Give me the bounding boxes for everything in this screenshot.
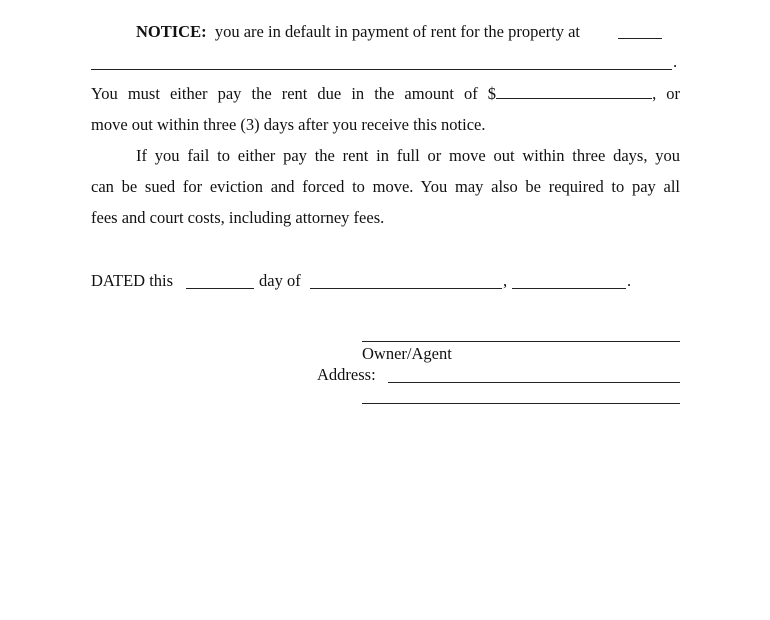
warning-line-1: If you fail to either pay the rent in full or move out within three days, you	[136, 146, 680, 165]
warning-line-3: fees and court costs, including attorney fees.	[91, 208, 385, 227]
dated-year-blank[interactable]	[512, 288, 626, 289]
dated-day-blank[interactable]	[186, 288, 254, 289]
dated-period: .	[627, 271, 632, 290]
dated-prefix: DATED this	[91, 271, 174, 290]
move-out-line: move out within three (3) days after you receive this notice.	[91, 115, 486, 134]
notice-label: NOTICE:	[136, 22, 207, 41]
property-line-period: .	[673, 52, 678, 71]
notice-line	[136, 22, 580, 42]
property-address-blank-1[interactable]	[618, 38, 662, 39]
warning-line-2: can be sued for eviction and forced to move. You may also be required to pay all	[91, 177, 680, 196]
rent-amount-blank[interactable]	[496, 84, 652, 99]
dated-day-of: day of	[259, 271, 301, 290]
address-label: Address:	[317, 365, 376, 384]
payment-line	[91, 84, 680, 104]
signature-line[interactable]	[362, 341, 680, 342]
payment-line-end: , or	[652, 84, 680, 103]
dated-month-blank[interactable]	[310, 288, 502, 289]
owner-agent-label: Owner/Agent	[362, 344, 452, 363]
address-line-2[interactable]	[362, 403, 680, 404]
address-line-1[interactable]	[388, 382, 680, 383]
notice-text: you are in default in payment of rent for the property at	[214, 22, 581, 41]
property-address-blank-2[interactable]	[91, 69, 672, 70]
payment-line-start: You must either pay the rent due in the amount of $	[91, 84, 497, 103]
dated-comma: ,	[503, 271, 508, 290]
